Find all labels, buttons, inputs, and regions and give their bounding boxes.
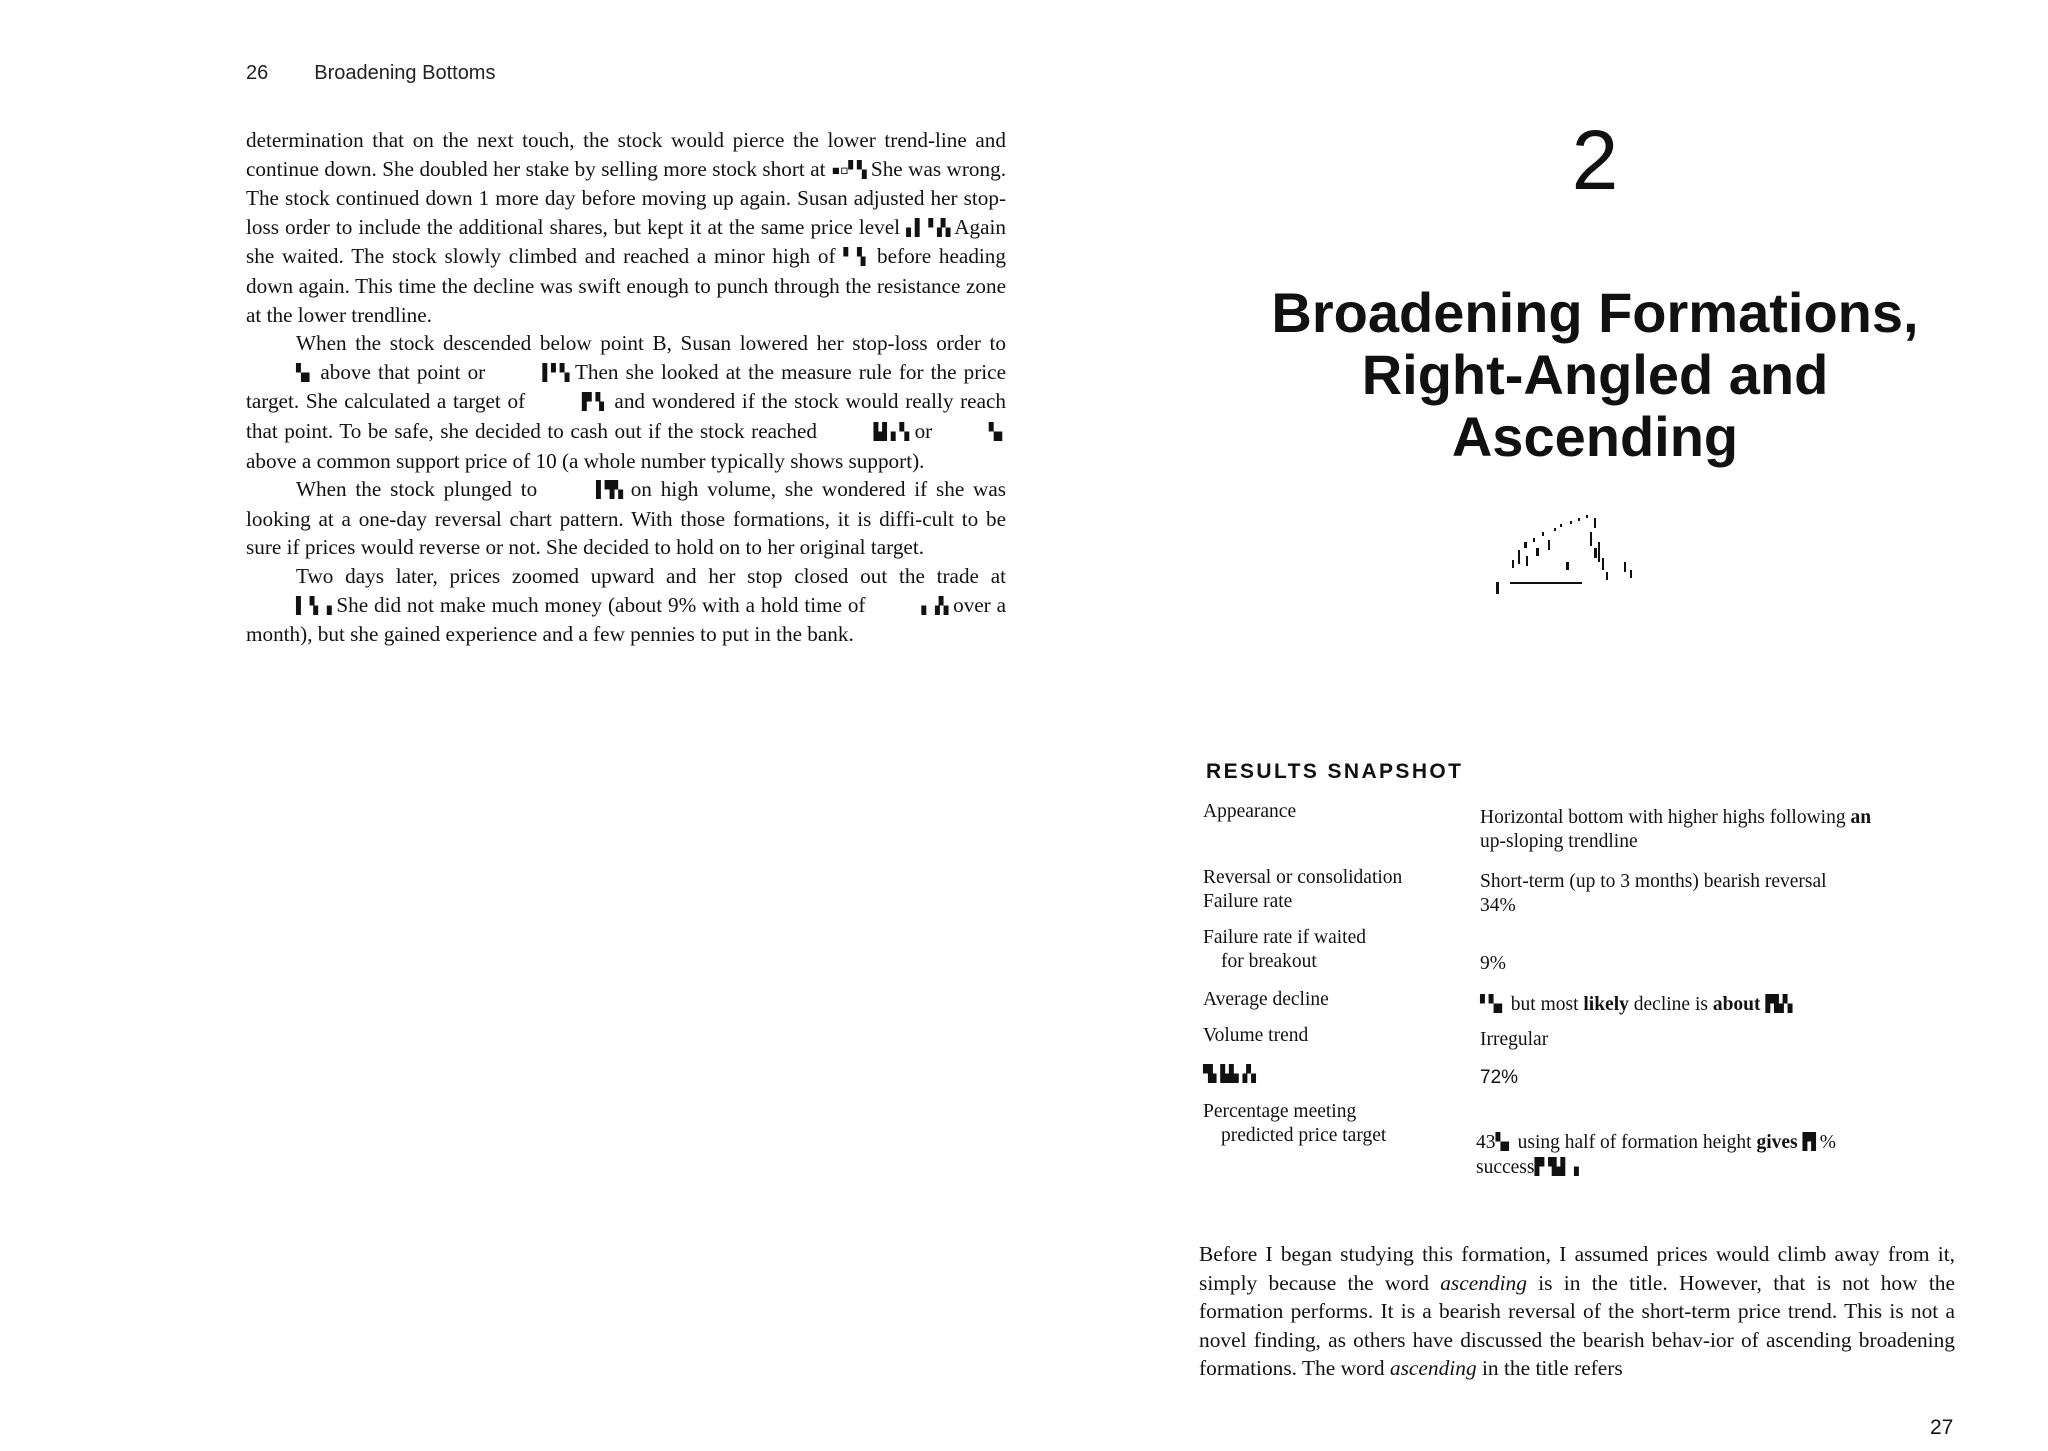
- snapshot-value-reversal: Short-term (up to 3 months) bearish reversal 34%: [1480, 871, 1827, 916]
- snapshot-label-volume: Volume trend: [1203, 1025, 1309, 1046]
- chapter-title: [1220, 282, 1970, 468]
- page-number-right: 27: [1930, 1416, 1954, 1439]
- snapshot-value-failure-waited: 9%: [1480, 953, 1506, 974]
- garbled-glyph: ▙▌▖▚: [873, 421, 909, 441]
- running-title: Broadening Bottoms: [314, 62, 496, 84]
- paragraph-text: determination that on the next touch, the stock would pierce the lower trend-line and continue down. She doubled her stake by selling more stock short at: [246, 128, 1006, 181]
- body-paragraph: [246, 562, 1006, 649]
- paragraph-text: or: [908, 418, 939, 443]
- paragraph-text: and wondered if the stock would really reach that point. To be safe, she decided to cash out if the stock reached: [246, 389, 1006, 443]
- page-number-left: 26: [246, 62, 269, 84]
- snapshot-label-garbled: ▜▖▙▙▗▚: [1203, 1064, 1255, 1083]
- garbled-glyph: ▖▌▝▗▚: [906, 217, 950, 237]
- intro-paragraph: Before I began studying this formation, I assumed prices would climb away from it, simply because the word ascending is in the title. However, that is not how the formation performs. It is a bearish reversal of the short-term price trend. This is not a novel finding, as others have discussed the bearish behav-ior of ascending broadening formations. The word ascending in the title refers: [1199, 1242, 1955, 1381]
- garbled-glyph: ▪▫▘▚: [830, 159, 866, 179]
- body-paragraph: [246, 329, 1006, 475]
- paragraph-text: Again she waited. The stock slowly climbed and reached a minor high of: [246, 214, 1007, 269]
- snapshot-label-percentage: Percentage meeting predicted price target: [1203, 1101, 1387, 1146]
- body-paragraph: [246, 126, 1006, 329]
- paragraph-text: She was wrong. The stock continued down 1 more day before moving up again. Susan adjusted her stop-loss order to include the additional shares, but kept it at the same price level: [246, 156, 1006, 239]
- paragraph-text: She did not make much money (about 9% with a hold time of: [330, 592, 872, 617]
- running-head: [246, 62, 495, 85]
- chapter-title-line-2: Right-Angled and: [1361, 343, 1829, 406]
- garbled-glyph: ▛▝▖: [581, 392, 608, 412]
- paragraph-text: above that point or: [313, 359, 493, 384]
- chapter-title-line-1: Broadening Formations,: [1271, 281, 1919, 344]
- paragraph-text: Then she looked at the measure rule for the price target. She calculated a target of: [246, 359, 1006, 414]
- garbled-glyph: ▚▖: [296, 362, 314, 382]
- paragraph-text: Two days later, prices zoomed upward and her stop closed out the trade at: [296, 563, 1006, 588]
- garbled-glyph: ▘▝▖: [843, 247, 870, 267]
- snapshot-value-average-decline: ▘▚▖ but most likely decline is about ▛▙▚: [1480, 994, 1792, 1015]
- snapshot-value-garbled: 72%: [1480, 1067, 1519, 1088]
- chapter-intro-text: [1199, 1240, 1955, 1383]
- snapshot-value-volume: Irregular: [1480, 1029, 1549, 1050]
- garbled-glyph: ▌▜▚: [596, 480, 622, 500]
- garbled-glyph: ▌▘▚: [542, 362, 569, 382]
- paragraph-text: When the stock descended below point B, Susan lowered her stop-loss order to: [296, 331, 1006, 356]
- paragraph-text: before heading down again. This time the decline was swift enough to punch through the resistance zone at the lower trendline.: [246, 244, 1006, 327]
- body-paragraph: [246, 475, 1006, 562]
- snapshot-label-average-decline: Average decline: [1203, 989, 1329, 1010]
- chapter-number: 2: [1571, 113, 1619, 207]
- garbled-glyph: ▌▝▖▗: [296, 595, 331, 615]
- paragraph-text: above a common support price of 10 (a whole number typically shows support).: [246, 448, 925, 473]
- snapshot-label-failure-waited: Failure rate if waited for breakout: [1203, 927, 1366, 972]
- left-page-body: [246, 126, 1006, 649]
- paragraph-text: over a month), but she gained experience and a few pennies to put in the bank.: [246, 592, 1006, 647]
- snapshot-label-appearance: Appearance: [1203, 801, 1297, 822]
- garbled-glyph: ▚▖: [988, 421, 1006, 441]
- chapter-title-line-3: Ascending: [1451, 405, 1739, 468]
- paragraph-text: When the stock plunged to: [296, 477, 546, 502]
- snapshot-label-reversal: Reversal or consolidation Failure rate: [1203, 867, 1403, 912]
- snapshot-value-percentage: 43▚▖ using half of formation height gives ▛▌% success▛▝▙▌▗: [1476, 1132, 1837, 1178]
- snapshot-value-appearance: Horizontal bottom with higher highs following an up-sloping trendline: [1480, 807, 1872, 852]
- results-snapshot-heading: RESULTS SNAPSHOT: [1206, 760, 1464, 783]
- paragraph-text: on high volume, she wondered if she was looking at a one-day reversal chart pattern. With those formations, it is diffi-cult to be sure if prices would reverse or not. She decided to hold on to her original target.: [246, 477, 1007, 560]
- garbled-glyph: ▖▗▚: [921, 595, 948, 615]
- broadening-pattern-icon: [1490, 512, 1650, 604]
